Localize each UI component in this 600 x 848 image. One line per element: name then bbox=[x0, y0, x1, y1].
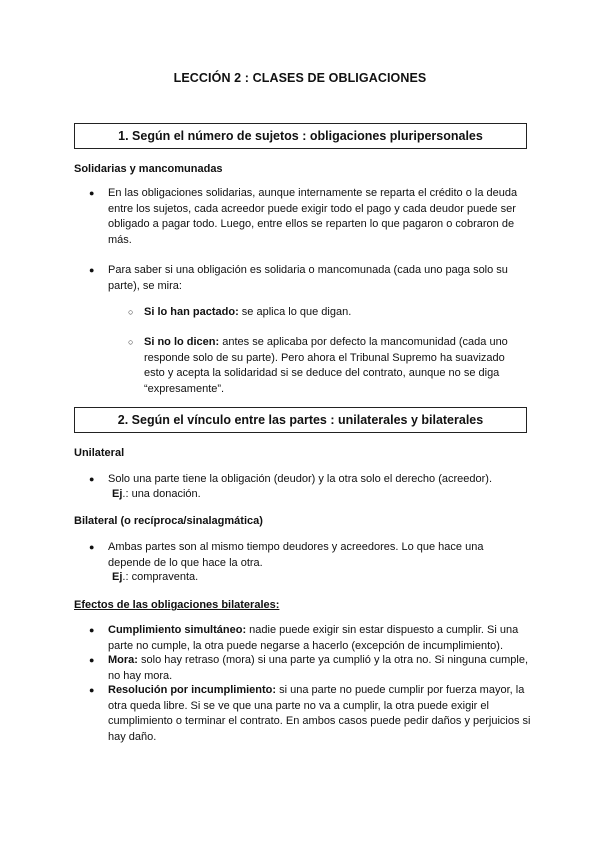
section-heading-1: 1. Según el número de sujetos : obligaciones pluripersonales bbox=[74, 123, 527, 149]
list-item bbox=[144, 305, 534, 321]
effect-label: Cumplimiento simultáneo: bbox=[108, 624, 247, 636]
effect-text: nadie puede exigir sin estar dispuesto a cumplir. Si una parte no cumple, la otra puede negarse a hacerlo (excepción de incumplimiento). bbox=[108, 624, 519, 652]
bullet-icon: ● bbox=[89, 474, 95, 484]
bullet-icon: ● bbox=[89, 188, 95, 198]
list-item: Solo una parte tiene la obligación (deudor) y la otra solo el derecho (acreedor). bbox=[108, 473, 493, 485]
effect-label: Resolución por incumplimiento: bbox=[108, 684, 277, 696]
subheading-unilateral: Unilateral bbox=[74, 447, 125, 459]
example-line bbox=[112, 570, 512, 586]
example-label: Ej bbox=[112, 488, 123, 500]
effects-heading: Efectos de las obligaciones bilaterales: bbox=[74, 599, 280, 611]
subheading-bilateral: Bilateral (o recíproca/sinalagmática) bbox=[74, 515, 263, 527]
list-item: Para saber si una obligación es solidaria o mancomunada (cada uno paga solo su parte), se mira: bbox=[108, 264, 508, 292]
sublist-label: Si no lo dicen: bbox=[144, 336, 220, 348]
bullet-icon: ● bbox=[89, 542, 95, 552]
sublist-text: se aplica lo que digan. bbox=[238, 306, 352, 318]
subheading-solidarias: Solidarias y mancomunadas bbox=[74, 163, 223, 175]
example-label: Ej bbox=[112, 571, 123, 583]
section-heading-2: 2. Según el vínculo entre las partes : unilaterales y bilaterales bbox=[74, 407, 527, 433]
list-item bbox=[144, 335, 526, 397]
effect-text: solo hay retraso (mora) si una parte ya cumplió y la otra no. Si ninguna cumple, no hay mora. bbox=[108, 654, 529, 682]
hollow-bullet-icon: ○ bbox=[128, 337, 134, 347]
list-item: En las obligaciones solidarias, aunque internamente se reparta el crédito o la deuda entre los sujetos, cada acreedor puede exigir todo el pago y cada deudor puede ser obligado a pagar todo. Luego, entre ellos se reparten lo que pagaron o cobraron de más. bbox=[108, 187, 518, 246]
effect-label: Mora: bbox=[108, 654, 138, 666]
sublist-text: antes se aplicaba por defecto la mancomunidad (cada uno responde solo de su parte). Pero ahora el Tribunal Supremo ha suavizado esto y acepta la solidaridad si se deduce del contrato, aunque no se diga “expresamente”. bbox=[144, 336, 508, 395]
effect-text: si una parte no puede cumplir por fuerza mayor, la otra queda libre. Si se ve que una parte no va a cumplir, la otra puede exigir el cumplimiento o terminar el contrato. En ambos casos puede pedir daños y perjuicios si hay daño. bbox=[108, 684, 531, 743]
hollow-bullet-icon: ○ bbox=[128, 307, 134, 317]
example-line bbox=[112, 487, 512, 503]
bullet-icon: ● bbox=[89, 655, 95, 665]
list-item bbox=[108, 623, 533, 654]
list-item bbox=[108, 683, 533, 745]
bullet-icon: ● bbox=[89, 625, 95, 635]
bullet-icon: ● bbox=[89, 685, 95, 695]
sublist-label: Si lo han pactado: bbox=[144, 306, 239, 318]
page-title: LECCIÓN 2 : CLASES DE OBLIGACIONES bbox=[173, 71, 427, 85]
list-item bbox=[108, 653, 533, 684]
example-text: .: compraventa. bbox=[122, 571, 199, 583]
bullet-icon: ● bbox=[89, 265, 95, 275]
example-text: .: una donación. bbox=[122, 488, 201, 500]
list-item: Ambas partes son al mismo tiempo deudores y acreedores. Lo que hace una depende de lo que hace la otra. bbox=[108, 541, 484, 569]
